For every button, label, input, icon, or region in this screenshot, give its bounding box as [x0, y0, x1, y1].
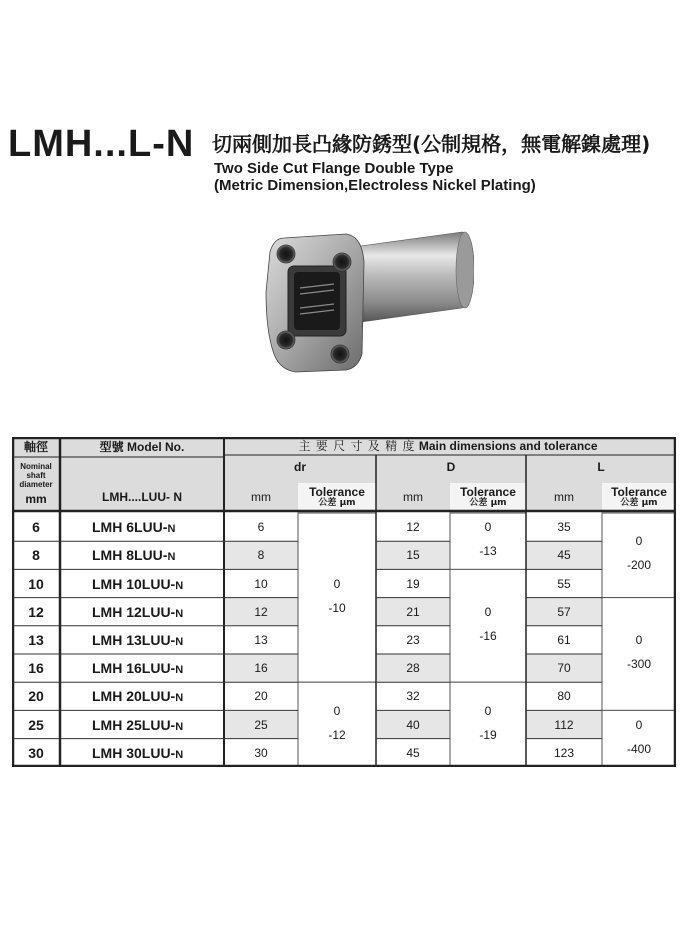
dr-value: 6: [257, 520, 265, 535]
chinese-title: 切兩側加長凸緣防銹型(公制規格，無電解鎳處理): [212, 132, 651, 156]
model-number: [92, 718, 183, 733]
group-dr-name: dr: [294, 460, 306, 474]
tolerance-lower: -10: [328, 600, 346, 615]
main-dims-header: [298, 440, 597, 452]
model-number-suffix: N: [175, 720, 184, 733]
tolerance-upper: 0: [635, 534, 643, 549]
tolerance-upper: 0: [635, 717, 643, 732]
model-number: [92, 689, 183, 704]
tolerance-upper: 0: [333, 703, 341, 718]
main-dims-header-cn: 主 要 尺 寸 及 精 度: [298, 439, 416, 453]
D-value: 45: [406, 745, 420, 760]
model-number-prefix: LMH 8LUU-: [92, 547, 168, 564]
shaft-diameter: 20: [28, 688, 44, 705]
tolerance-lower: -19: [479, 727, 497, 742]
shaft-diameter: 30: [28, 744, 44, 761]
group-L-tol-label: Tolerance: [611, 485, 667, 499]
tolerance-upper: 0: [635, 633, 643, 647]
model-number: [92, 605, 183, 620]
model-number-prefix: LMH 6LUU-: [92, 519, 168, 536]
model-number-suffix: N: [167, 523, 176, 536]
group-D-unit: mm: [403, 490, 423, 504]
D-value: 19: [406, 576, 420, 591]
model-number-prefix: LMH 25LUU-: [92, 716, 176, 733]
tolerance-lower: -300: [626, 657, 652, 671]
dr-value: 8: [257, 548, 265, 563]
L-value: 57: [557, 604, 571, 619]
L-value: 45: [557, 548, 571, 563]
shaft-header-cn: 軸徑: [23, 440, 49, 454]
model-number: [92, 548, 175, 563]
D-value: 12: [406, 520, 420, 535]
shaft-diameter: 25: [28, 716, 44, 733]
shaft-header-en-3: diameter: [19, 480, 53, 489]
group-L-tol-unit: 公差 μm: [620, 498, 658, 508]
model-number-prefix: LMH 12LUU-: [92, 603, 176, 620]
L-value: 61: [557, 632, 571, 647]
model-number-suffix: N: [175, 607, 184, 620]
tolerance-lower: -13: [479, 544, 497, 559]
D-value: 40: [406, 717, 420, 732]
group-dr-tol-label: Tolerance: [309, 485, 365, 499]
model-number: [92, 520, 175, 535]
shaft-header-en-2: shaft: [26, 471, 46, 480]
shaft-diameter: 8: [32, 547, 40, 564]
D-value: 32: [406, 689, 420, 704]
group-dr-unit: mm: [251, 490, 271, 504]
L-value: 35: [557, 520, 571, 535]
tolerance-lower: -400: [626, 741, 652, 756]
dr-value: 25: [254, 717, 268, 732]
L-value: 123: [553, 745, 575, 760]
linear-bushing-flange-photo: [262, 222, 474, 382]
subtitle-line1: Two Side Cut Flange Double Type: [214, 160, 454, 177]
model-series-title: LMH...L-N: [8, 123, 195, 165]
shaft-diameter: 16: [28, 660, 44, 677]
dr-value: 30: [254, 745, 268, 760]
L-value: 80: [557, 689, 571, 704]
D-value: 21: [406, 604, 420, 619]
shaft-header-unit: mm: [25, 492, 47, 506]
model-pattern: LMH....LUU- N: [102, 490, 182, 504]
model-number-prefix: LMH 30LUU-: [92, 744, 176, 761]
L-value: 55: [557, 576, 571, 591]
group-D-name: D: [446, 460, 456, 474]
tolerance-upper: 0: [484, 703, 492, 718]
group-L-name: L: [597, 460, 605, 474]
dimension-table: [12, 437, 676, 767]
model-number-suffix: N: [167, 551, 176, 564]
shaft-diameter: 6: [32, 519, 40, 536]
model-number-prefix: LMH 10LUU-: [92, 575, 176, 592]
group-D-tol-unit: 公差 μm: [469, 498, 507, 508]
model-number: [92, 577, 183, 592]
subtitle-line2: (Metric Dimension,Electroless Nickel Plating): [214, 177, 536, 194]
L-value: 70: [557, 661, 571, 676]
shaft-diameter: 10: [28, 575, 44, 592]
shaft-header-en-1: Nominal: [20, 462, 52, 471]
group-L-unit: mm: [554, 490, 574, 504]
model-number: [92, 633, 183, 648]
tolerance-lower: -200: [626, 558, 652, 573]
model-number-suffix: N: [175, 635, 184, 648]
D-value: 15: [406, 548, 420, 563]
tolerance-upper: 0: [484, 520, 492, 535]
model-number-suffix: N: [175, 579, 184, 592]
tolerance-lower: -12: [328, 727, 346, 742]
model-number-suffix: N: [175, 692, 184, 705]
model-number: [92, 661, 183, 676]
tolerance-upper: 0: [484, 604, 492, 619]
shaft-diameter: 12: [28, 603, 44, 620]
model-number: [92, 746, 183, 761]
group-dr-tol-unit: 公差 μm: [318, 498, 356, 508]
model-number-prefix: LMH 16LUU-: [92, 660, 176, 677]
dr-value: 13: [254, 632, 268, 647]
tolerance-lower: -16: [479, 628, 497, 643]
dr-value: 16: [254, 661, 268, 676]
D-value: 28: [406, 661, 420, 676]
main-dims-header-en: Main dimensions and tolerance: [418, 439, 598, 453]
model-header: 型號 Model No.: [99, 440, 185, 454]
dr-value: 12: [254, 604, 268, 619]
shaft-diameter: 13: [28, 631, 44, 648]
model-number-suffix: N: [175, 664, 184, 677]
dr-value: 10: [254, 576, 268, 591]
L-value: 112: [554, 717, 574, 732]
group-D-tol-label: Tolerance: [460, 485, 516, 499]
dr-value: 20: [254, 689, 268, 704]
D-value: 23: [406, 632, 420, 647]
model-number-suffix: N: [175, 748, 184, 761]
model-number-prefix: LMH 20LUU-: [92, 688, 176, 705]
tolerance-upper: 0: [333, 576, 341, 591]
model-number-prefix: LMH 13LUU-: [92, 631, 176, 648]
